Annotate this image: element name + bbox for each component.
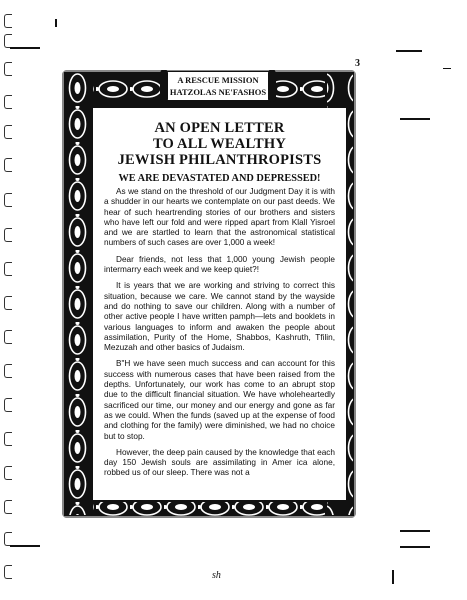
title-line: JEWISH PHILANTHROPISTS <box>117 152 322 168</box>
page-number: 3 <box>355 58 360 69</box>
binding-hole-mark <box>4 432 12 446</box>
binding-hole-mark <box>4 95 12 109</box>
banner-line-1: A RESCUE MISSION <box>177 75 259 85</box>
binding-hole-mark <box>4 532 12 546</box>
binding-hole-mark <box>4 125 12 139</box>
paragraph: However, the deep pain caused by the knowledge that each day 150 Jewish souls are assimilating in Amer ica alone, robbed us of our sleep. There was not a <box>104 447 335 478</box>
scan-edge-line <box>396 50 422 52</box>
scan-edge-line <box>400 118 430 120</box>
letter-title <box>104 120 335 168</box>
letter-subtitle: WE ARE DEVASTATED AND DEPRESSED! <box>118 173 321 184</box>
binding-hole-mark <box>4 158 12 172</box>
binding-hole-mark <box>4 62 12 76</box>
binding-hole-mark <box>4 262 12 276</box>
binding-hole-mark <box>4 398 12 412</box>
binding-hole-mark <box>4 565 12 579</box>
scroll-end-right <box>268 70 276 102</box>
scan-edge-line <box>10 47 40 49</box>
scan-edge-line <box>392 570 394 584</box>
title-line: AN OPEN LETTER <box>154 120 285 136</box>
rescue-mission-banner <box>165 71 271 101</box>
binding-hole-mark <box>4 466 12 480</box>
paragraph: Dear friends, not less that 1,000 young Jewish people intermarry each week and we keep quiet?! <box>104 254 335 275</box>
scan-edge-line <box>10 545 40 547</box>
paragraph: As we stand on the threshold of our Judgment Day it is with a shudder in our hearts we contemplate on our past deeds. We hear of such heartrending stories of our brothers and sisters who have left our fold and were ripped apart from Klall Yisroel and we are startled to learn that the astronomical statistical numbers of such cases are over 1,000 a week! <box>104 187 335 248</box>
scroll-end-left <box>160 70 168 102</box>
binding-hole-mark <box>4 34 12 48</box>
handwritten-mark: sh <box>212 570 221 581</box>
binding-hole-mark <box>4 296 12 310</box>
binding-hole-mark <box>4 14 12 28</box>
scan-edge-line <box>400 530 430 532</box>
binding-hole-mark <box>4 364 12 378</box>
banner-line-2: HATZOLAS NE'FASHOS <box>169 87 267 97</box>
letter-body <box>93 108 346 500</box>
scan-edge-line <box>55 19 57 27</box>
binding-hole-mark <box>4 228 12 242</box>
scan-edge-line <box>400 546 430 548</box>
title-line: TO ALL WEALTHY <box>152 136 287 152</box>
scan-edge-line <box>443 68 451 69</box>
paragraph: It is years that we are working and striving to correct this situation, because we care. We cannot stand by the wayside and do nothing to save our children. Along with a number of other active people I have written pamph—lets and booklets in various languages to inform and awaken the people about assimilation, Purity of the Home, Shabbos, Kashruth, Tfilin, Mezuzah and other basics of Judaism. <box>104 281 335 353</box>
paragraph: B"H we have seen much success and can account for this success with numerous cases that have been raised from the depths. Unfortunately, our work has come to an abrupt stop due to the difficult financial situation. We have wholeheartedly sacrificed our time, our money and our energy and gone as far as we could. When the funds (saved up at the expense of food and clothing for the family) were diminished, we had no choice but to stop. <box>104 359 335 441</box>
binding-hole-mark <box>4 193 12 207</box>
binding-hole-mark <box>4 500 12 514</box>
binding-hole-mark <box>4 330 12 344</box>
